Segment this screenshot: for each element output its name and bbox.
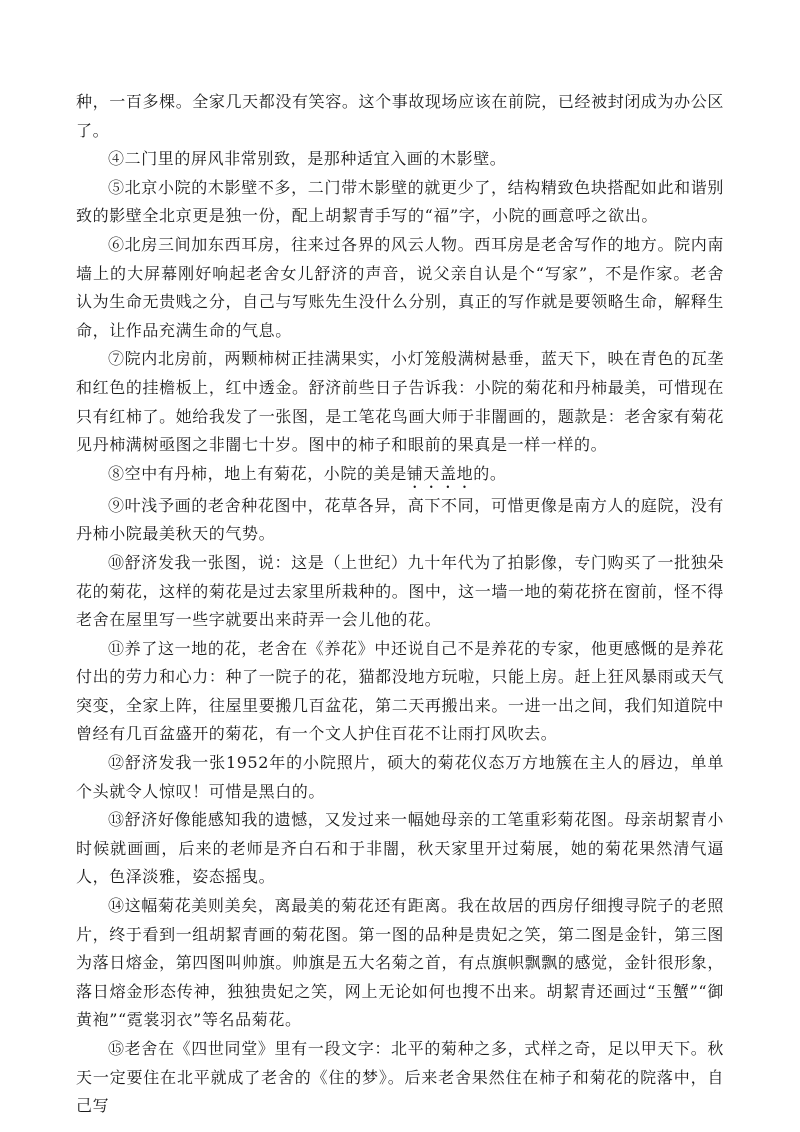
paragraph-7: ⑦院内北房前，两颗柿树正挂满果实，小灯笼般满树悬垂，蓝天下，映在青色的瓦垄和红色的挂檐板上，红中透金。舒济前些日子告诉我：小院的菊花和丹柿最美，可惜现在只有红柿了。她给我发了一张图，是工笔花鸟画大师于非闇画的，题款是：老舍家有菊花见丹柿满树亟图之非闇七十岁。图中的柿子和眼前的果真是一样一样的。: [76, 349, 724, 455]
paragraph-12: ⑫舒济发我一张1952年的小院照片，硕大的菊花仪态万方地簇在主人的唇边，单单个头就令人惊叹！可惜是黑白的。: [76, 753, 724, 801]
paragraph-14: ⑭这幅菊花美则美矣，离最美的菊花还有距离。我在故居的西房仔细搜寻院子的老照片，终于看到一组胡絜青画的菊花图。第一图的品种是贵妃之笑，第二图是金针，第三图为落日熔金，第四图叫帅旗。帅旗是五大名菊之首，有点旗帜飘飘的感觉，金针很形象，落日熔金形态传神，独独贵妃之笑，网上无论如何也搜不出来。胡絜青还画过“玉蟹”“御黄袍”“霓裳羽衣”等名品菊花。: [76, 896, 724, 1030]
emphasized-phrase: 铺天盖地: [406, 463, 474, 483]
paragraph-8: [76, 460, 724, 492]
paragraph-8-text-start: ⑧空中有丹柿，地上有菊花，小院的美是: [108, 463, 407, 483]
paragraph-8-text-end: 的。: [473, 463, 507, 483]
paragraph-9: ⑨叶浅予画的老舍种花图中，花草各异，高下不同，可惜更像是南方人的庭院，没有丹柿小院最美秋天的气势。: [76, 495, 724, 544]
paragraph-4: ④二门里的屏风非常别致，是那种适宜入画的木影壁。: [108, 149, 507, 169]
paragraph-6: ⑥北房三间加东西耳房，往来过各界的风云人物。西耳房是老舍写作的地方。院内南墙上的大屏幕刚好响起老舍女儿舒济的声音，说父亲自认是个“写家”，不是作家。老舍认为生命无贵贱之分，自己与写账先生没什么分别，真正的写作就是要领略生命，解释生命，让作品充满生命的气息。: [76, 234, 724, 340]
paragraph-15: ⑮老舍在《四世同堂》里有一段文字：北平的菊种之多，式样之奇，足以甲天下。秋天一定要住在北平就成了老舍的《住的梦》。后来老舍果然住在柿子和菊花的院落中，自己写: [76, 1039, 724, 1116]
paragraph-10: ⑩舒济发我一张图，说：这是（上世纪）九十年代为了拍影像，专门购买了一批独朵花的菊花，这样的菊花是过去家里所栽种的。图中，这一墙一地的菊花挤在窗前，怪不得老舍在屋里写一些字就要出来莳弄一会儿他的花。: [76, 552, 724, 630]
paragraph-5: ⑤北京小院的木影壁不多，二门带木影壁的就更少了，结构精致色块搭配如此和谐别致的影壁全北京更是独一份，配上胡絜青手写的“福”字，小院的画意呼之欲出。: [76, 177, 724, 226]
paragraph-continuation: 种，一百多棵。全家几天都没有笑容。这个事故现场应该在前院，已经被封闭成为办公区了。: [76, 92, 724, 140]
paragraph-11: ⑪养了这一地的花，老舍在《养花》中还说自己不是养花的专家，他更感慨的是养花付出的劳力和心力：种了一院子的花，猫都没地方玩啦，只能上房。赶上狂风暴雨或天气突变，全家上阵，往屋里要搬几百盆花，第二天再搬出来。一进一出之间，我们知道院中曾经有几百盆盛开的菊花，有一个文人护住百花不让雨打风吹去。: [76, 638, 724, 744]
paragraph-13: ⑬舒济好像能感知我的遗憾，又发过来一幅她母亲的工笔重彩菊花图。母亲胡絜青小时候就画画，后来的老师是齐白石和于非闇，秋天家里开过菊展，她的菊花果然清气逼人，色泽淡雅，姿态摇曳。: [76, 810, 724, 887]
